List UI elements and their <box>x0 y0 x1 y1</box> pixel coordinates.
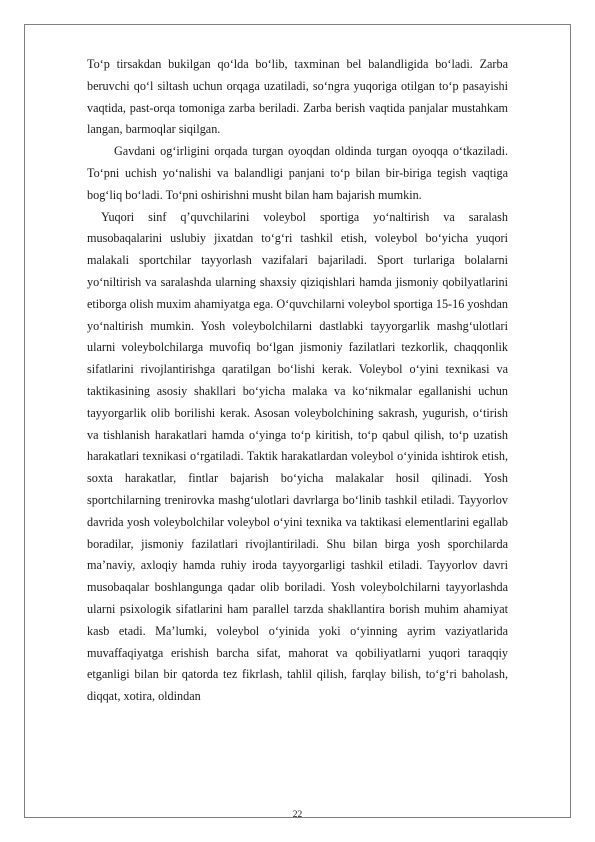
body-text <box>87 54 508 708</box>
paragraph-1: To‘p tirsakdan bukilgan qo‘lda bo‘lib, taxminan bel balandligida bo‘ladi. Zarba beruvchi qo‘l siltash uchun orqaga uzatiladi, so‘ngra yuqoriga otilgan to‘p pasayishi vaqtida, past-orqa tomoniga zarba beriladi. Zarba berish vaqtida panjalar mustahkam langan, barmoqlar siqilgan. <box>87 57 508 137</box>
paragraph-3: Yuqori sinf q’quvchilarini voleybol sportiga yo‘naltirish va saralash musobaqalarini uslubiy jixatdan to‘g‘ri tashkil etish, voleybol bo‘yicha yuqori malakali sportchilar tayyorlash vazifalari bajariladi. Sport turlariga bolalarni yo‘niltirish va saralashda ularning shaxsiy qiziqishlari hamda jismoniy qobilyatlarini etiborga olish muxim ahamiyatga ega. O‘quvchilarni voleybol sportiga 15-16 yoshdan yo‘naltirish mumkin. Yosh voleybolchilarni dastlabki tayyorgarlik mashg‘ulotlari ularni voleybolchilarga muvofiq bo‘lgan jismoniy fazilatlari tezkorlik, chaqqonlik sifatlarini rivojlantirishga qaratilgan bo‘lishi kerak. Voleybol o‘yini texnikasi va taktikasining asosiy shakllari bo‘yicha malaka va ko‘nikmalar egallanishi uchun tayyorgarlik olib borilishi kerak. Asosan voleybolchining sakrash, yugurish, o‘tirish va tishlanish harakatlari hamda o‘yinga to‘p kiritish, to‘p qabul qilish, to‘p uzatish harakatlari texnikasi o‘rgatiladi. Taktik harakatlardan voleybol o‘yinida ishtirok etish, soxta harakatlar, fintlar bajarish bo‘yicha malakalar hosil qilinadi. Yosh sportchilarning trenirovka mashg‘ulotlari davrlarga bo‘linib tashkil etiladi. Tayyorlov davrida yosh voleybolchilar voleybol o‘yini texnika va taktikasi elementlarini egallab boradilar, jismoniy fazilatlari rivojlantiriladi. Shu bilan birga yosh sporchilarda ma’naviy, axloqiy hamda ruhiy iroda tayyorgarligi tashkil etiladi. Tayyorlov davri musobaqalar boshlangunga qadar olib boriladi. Yosh voleybolchilarni tayyorlashda ularni psixologik sifatlarini ham parallel tarzda shakllantira borish muhim ahamiyat kasb etadi. Ma’lumki, voleybol o‘yinida yoki o‘yinning ayrim vaziyatlarida muvaffaqiyatga erishish barcha sifat, mahorat va qobiliyatlarni yuqori taraqqiy etganligi bilan bir qatorda tez fikrlash, tahlil qilish, farqlay bilish, to‘g‘ri baholash, diqqat, xotira, oldindan <box>87 209 508 704</box>
page-number: 22 <box>292 810 303 820</box>
paragraph-2: Gavdani og‘irligini orqada turgan oyoqdan oldinda turgan oyoqqa o‘tkaziladi. To‘pni uchish yo‘nalishi va balandligi panjani to‘p bilan bir-biriga tegish vaqtiga bog‘liq bo‘ladi. To‘pni oshirishni musht bilan ham bajarish mumkin. <box>87 144 508 202</box>
